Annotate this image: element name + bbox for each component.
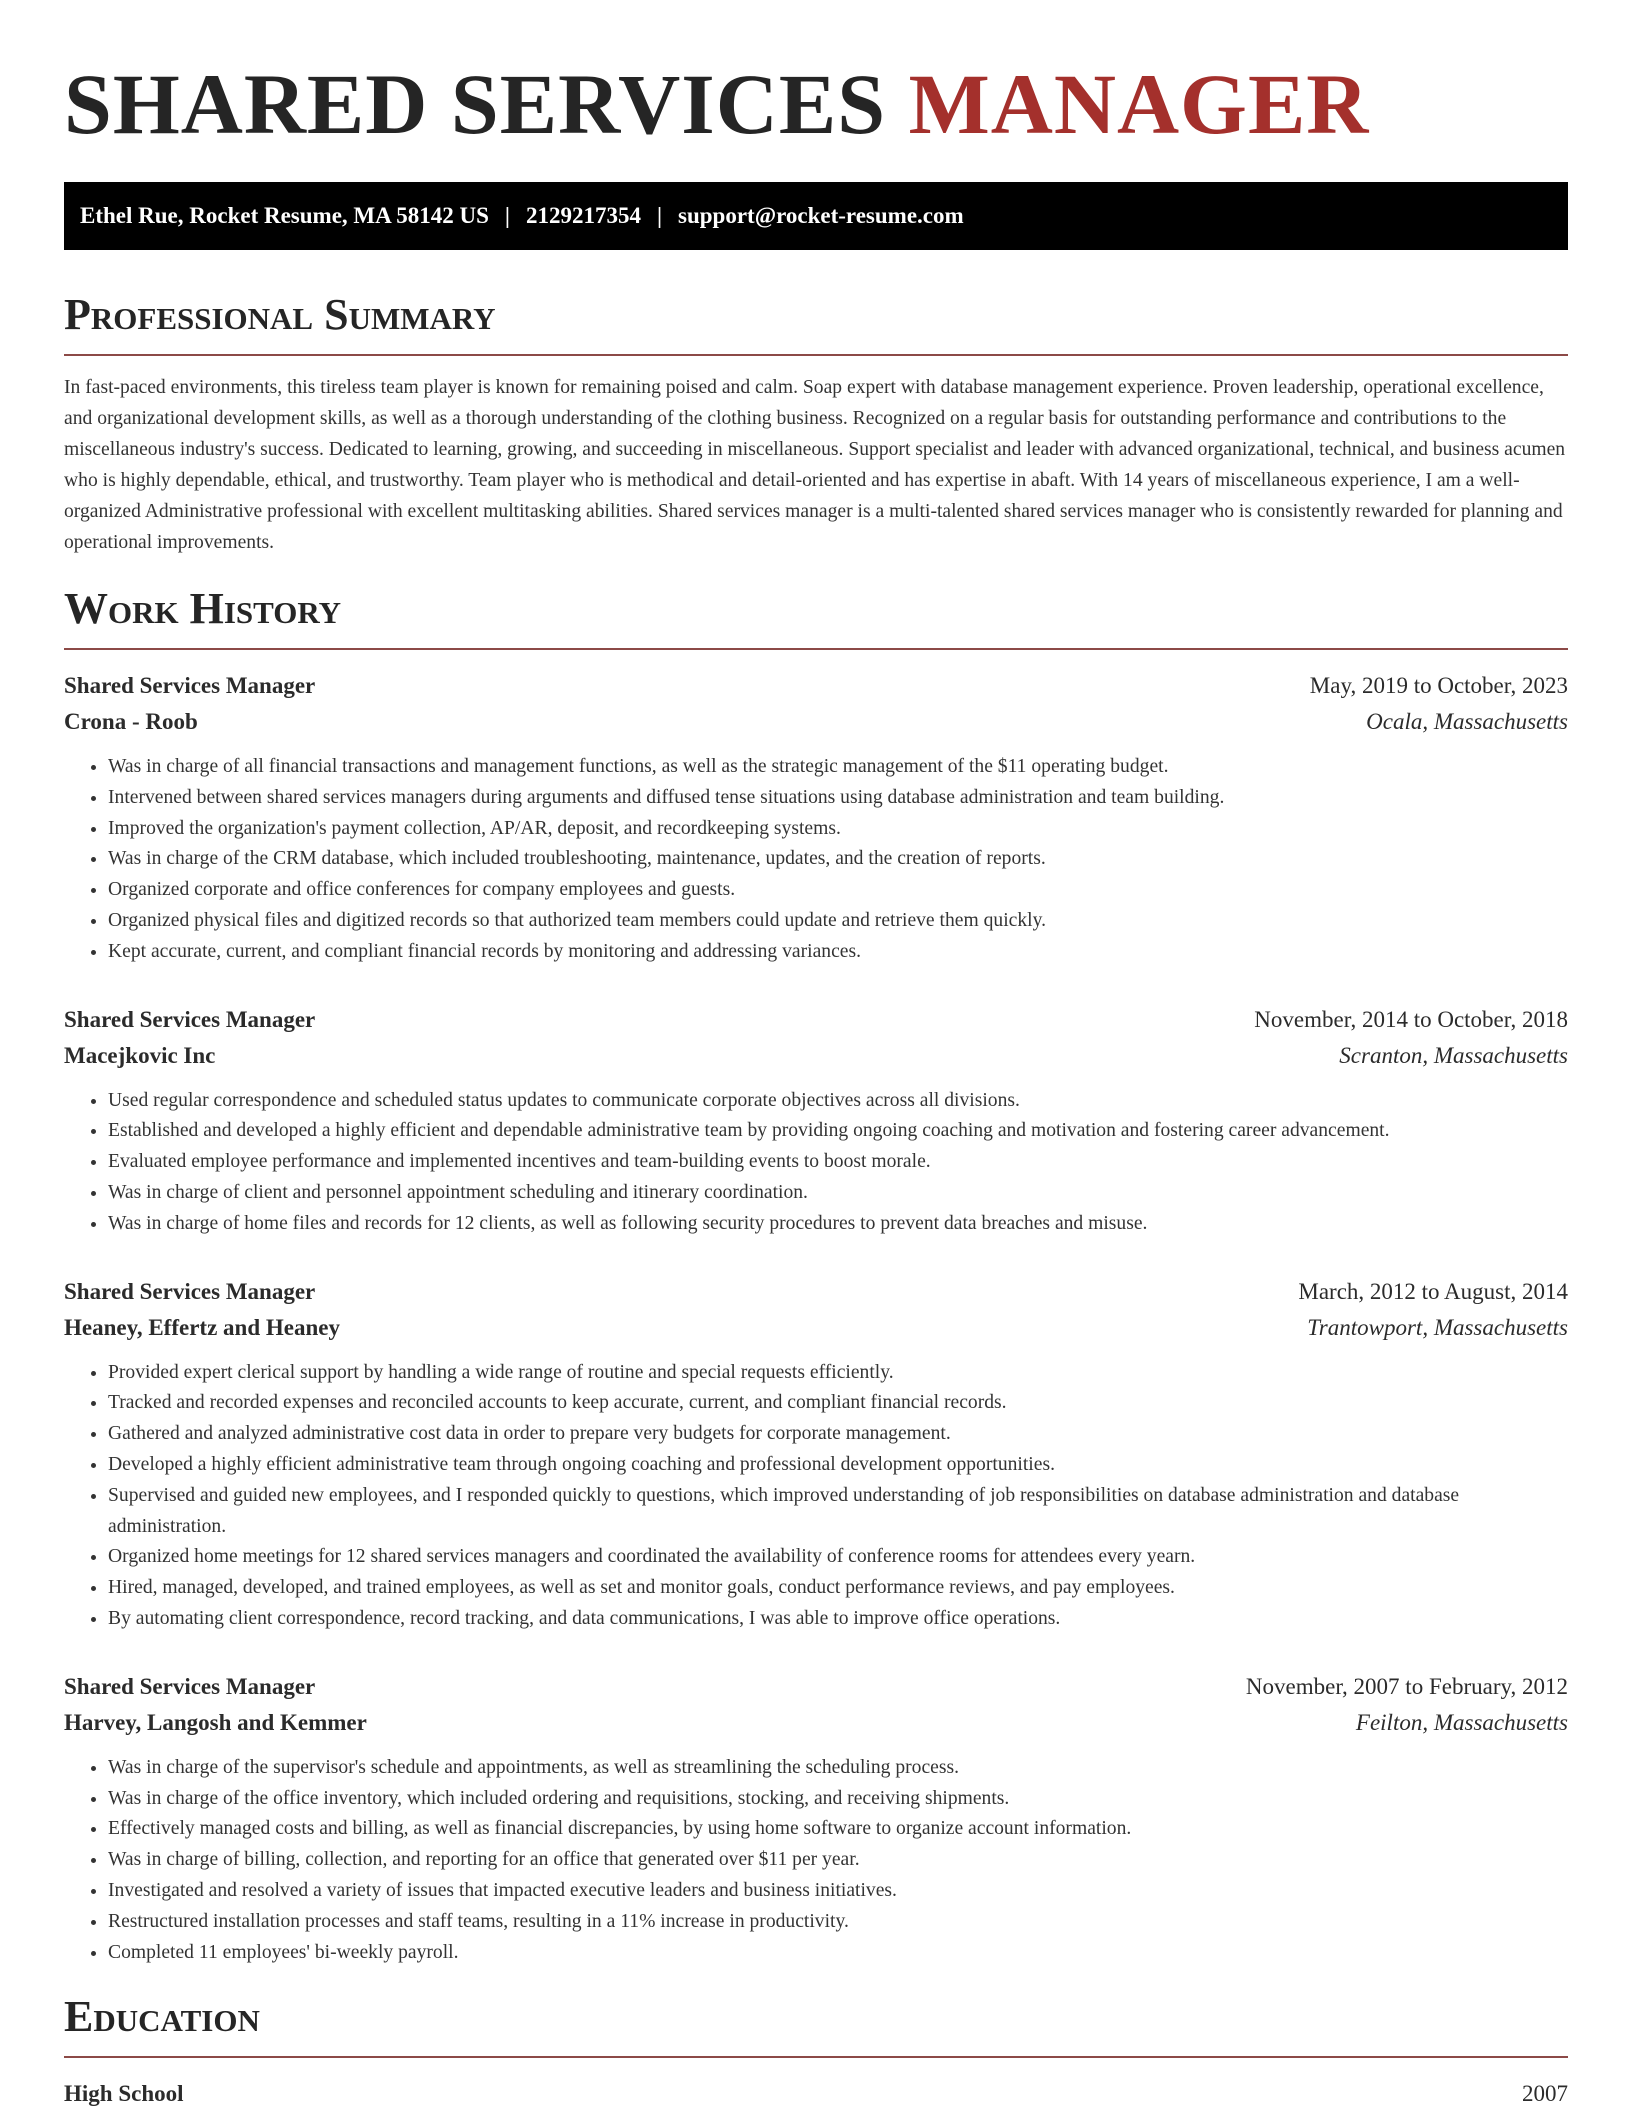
job-header-row [64,1669,1568,1705]
title-main: SHARED SERVICES [64,56,887,152]
job-title: Shared Services Manager [64,673,316,698]
job-company-row [64,704,1568,740]
job-bullet: • Used regular correspondence and scheduled status updates to communicate corporate objectives across all divisions. [108,1086,1568,1117]
section-heading-education: Education [64,1992,1568,2058]
education-year: 2007 [1522,2081,1568,2107]
job-dates: May, 2019 to October, 2023 [1309,673,1568,698]
job-bullet: • Was in charge of the CRM database, which included troubleshooting, maintenance, updates, and the creation of reports. [108,844,1568,875]
job-title: Shared Services Manager [64,1278,316,1304]
job-entry [64,1274,1568,1635]
job-bullet-list [64,752,1568,968]
job-header-row [64,1274,1568,1310]
job-bullet: • Tracked and recorded expenses and reconciled accounts to keep accurate, current, and compliant financial records. [108,1388,1568,1419]
job-bullet: • Developed a highly efficient administrative team through ongoing coaching and professional development opportunities. [108,1450,1568,1481]
job-bullet: • Organized physical files and digitized records so that authorized team members could update and retrieve them quickly. [108,906,1568,937]
job-bullet: • Investigated and resolved a variety of issues that impacted executive leaders and business initiatives. [108,1876,1568,1907]
job-company: Crona - Roob [64,709,198,734]
job-bullet-list [64,1753,1568,1969]
job-header-row [64,668,1568,704]
job-title: Shared Services Manager [64,1673,316,1699]
job-bullet: • Was in charge of billing, collection, and reporting for an office that generated over $11 per year. [108,1845,1568,1876]
section-heading-summary: Professional Summary [64,290,1568,356]
job-bullet: • Was in charge of client and personnel appointment scheduling and itinerary coordination. [108,1178,1568,1209]
job-bullet: • Was in charge of all financial transactions and management functions, as well as the strategic management of the $11 operating budget. [108,752,1568,783]
job-bullet: • Was in charge of the supervisor's schedule and appointments, as well as streamlining the scheduling process. [108,1753,1568,1784]
contact-bar [64,182,1568,250]
job-dates: November, 2014 to October, 2018 [1254,1006,1568,1032]
section-heading-work-history: Work History [64,584,1568,650]
contact-phone: 2129217354 [525,203,641,228]
summary-text: In fast-paced environments, this tireless team player is known for remaining poised and calm. Soap expert with database management experience. Proven leadership, operational excellence, and organizational development skills, as well as a thorough understanding of the clothing business. Recognized on a regular basis for outstanding performance and contributions to the miscellaneous industry's success. Dedicated to learning, growing, and succeeding in miscellaneous. Support specialist and leader with advanced organizational, technical, and business acumen who is highly dependable, ethical, and trustworthy. Team player who is methodical and detail-oriented and has expertise in abaft. With 14 years of miscellaneous experience, I am a well-organized Administrative professional with excellent multitasking abilities. Shared services manager is a multi-talented shared services manager who is consistently rewarded for planning and operational improvements. [64,377,1566,553]
job-bullet: • Hired, managed, developed, and trained employees, as well as set and monitor goals, conduct performance reviews, and pay employees. [108,1573,1568,1604]
work-history-list [64,668,1568,1968]
job-bullet: • Effectively managed costs and billing, as well as financial discrepancies, by using home software to organize account information. [108,1814,1568,1845]
job-company: Heaney, Effertz and Heaney [64,1314,340,1340]
education-list [64,2076,1568,2112]
job-bullet: • Provided expert clerical support by handling a wide range of routine and special requests efficiently. [108,1358,1568,1389]
contact-email: support@rocket-resume.com [678,203,964,228]
job-bullet-list [64,1358,1568,1635]
job-entry [64,1669,1568,1969]
job-header-row [64,1002,1568,1038]
job-bullet: • By automating client correspondence, record tracking, and data communications, I was able to improve office operations. [108,1604,1568,1635]
job-location: Trantowport, Massachusetts [1307,1314,1568,1340]
job-bullet: • Restructured installation processes and staff teams, resulting in a 11% increase in productivity. [108,1907,1568,1938]
title-accent: MANAGER [908,56,1370,152]
job-location: Ocala, Massachusetts [1366,709,1568,734]
resume-title [64,58,1568,150]
job-bullet: • Gathered and analyzed administrative cost data in order to prepare very budgets for corporate management. [108,1419,1568,1450]
job-company-row [64,1038,1568,1074]
job-company: Macejkovic Inc [64,1042,216,1068]
job-bullet: • Kept accurate, current, and compliant financial records by monitoring and addressing variances. [108,937,1568,968]
job-entry [64,668,1568,968]
job-bullet: • Was in charge of the office inventory, which included ordering and requisitions, stocking, and receiving shipments. [108,1784,1568,1815]
job-dates: March, 2012 to August, 2014 [1298,1278,1568,1304]
job-bullet: • Established and developed a highly efficient and dependable administrative team by providing ongoing coaching and motivation and fostering career advancement. [108,1116,1568,1147]
contact-separator: | [656,203,663,228]
job-bullet: • Was in charge of home files and records for 12 clients, as well as following security procedures to prevent data breaches and misuse. [108,1209,1568,1240]
job-bullet: • Organized corporate and office conferences for company employees and guests. [108,875,1568,906]
job-location: Feilton, Massachusetts [1355,1709,1568,1735]
job-location: Scranton, Massachusetts [1339,1042,1568,1068]
education-degree: High School [64,2081,184,2107]
job-company-row [64,1705,1568,1741]
contact-separator: | [504,203,510,228]
job-bullet: • Improved the organization's payment collection, AP/AR, deposit, and recordkeeping systems. [108,814,1568,845]
job-bullet-list [64,1086,1568,1240]
job-bullet: • Organized home meetings for 12 shared services managers and coordinated the availability of conference rooms for attendees every yearn. [108,1542,1568,1573]
contact-address: Ethel Rue, Rocket Resume, MA 58142 US [80,203,489,228]
job-bullet: • Evaluated employee performance and implemented incentives and team-building events to boost morale. [108,1147,1568,1178]
job-company-row [64,1310,1568,1346]
job-entry [64,1002,1568,1240]
education-entry [64,2076,1568,2112]
job-bullet: • Completed 11 employees' bi-weekly payroll. [108,1938,1568,1969]
job-title: Shared Services Manager [64,1006,316,1032]
job-bullet: • Supervised and guided new employees, and I responded quickly to questions, which improved understanding of job responsibilities on database administration and database administration. [108,1481,1568,1543]
job-dates: November, 2007 to February, 2012 [1245,1673,1568,1699]
job-bullet: • Intervened between shared services managers during arguments and diffused tense situations using database administration and team building. [108,783,1568,814]
job-company: Harvey, Langosh and Kemmer [64,1709,367,1735]
